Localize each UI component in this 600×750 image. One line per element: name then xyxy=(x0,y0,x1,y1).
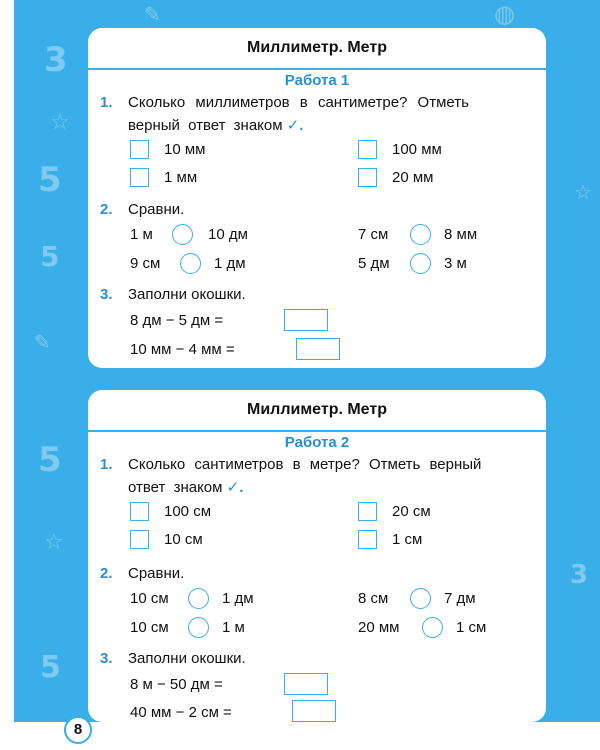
answer-box[interactable] xyxy=(292,700,336,722)
doodle-globe-icon: ◍ xyxy=(494,0,515,28)
compare-circle[interactable] xyxy=(410,253,431,274)
compare-right: 8 мм xyxy=(444,226,478,243)
task-number: 3. xyxy=(100,650,113,667)
compare-circle[interactable] xyxy=(188,588,209,609)
doodle-pencil-icon: ✎ xyxy=(34,330,51,354)
compare-circle[interactable] xyxy=(180,253,201,274)
answer-option: 10 см xyxy=(164,531,203,548)
compare-circle[interactable] xyxy=(172,224,193,245)
compare-circle[interactable] xyxy=(410,224,431,245)
task-label: Заполни окошки. xyxy=(128,650,246,667)
answer-option: 1 мм xyxy=(164,169,198,186)
answer-checkbox[interactable] xyxy=(358,502,377,521)
task-label: Заполни окошки. xyxy=(128,286,246,303)
doodle-star-icon: ☆ xyxy=(50,110,70,135)
answer-checkbox[interactable] xyxy=(130,140,149,159)
doodle-digit-icon: 5 xyxy=(40,650,61,685)
task-number: 1. xyxy=(100,94,113,111)
compare-left: 20 мм xyxy=(358,619,400,636)
compare-left: 10 см xyxy=(130,590,169,607)
work-title: Работа 2 xyxy=(284,434,350,451)
answer-checkbox[interactable] xyxy=(358,140,377,159)
answer-option: 100 мм xyxy=(392,141,442,158)
answer-box[interactable] xyxy=(296,338,340,360)
compare-right: 10 дм xyxy=(208,226,248,243)
compare-left: 8 см xyxy=(358,590,389,607)
compare-right: 1 м xyxy=(222,619,245,636)
answer-option: 100 см xyxy=(164,503,212,520)
doodle-star-icon: ☆ xyxy=(574,180,592,204)
task-question-text: верный ответ знаком xyxy=(128,117,283,134)
work-card-2 xyxy=(88,390,546,722)
work-card-1 xyxy=(88,28,546,368)
equation: 40 мм − 2 см = xyxy=(130,704,232,721)
doodle-digit-icon: 3 xyxy=(570,560,589,590)
work-title: Работа 1 xyxy=(284,72,350,89)
compare-left: 10 см xyxy=(130,619,169,636)
task-question-line xyxy=(128,94,536,111)
answer-option: 20 см xyxy=(392,503,431,520)
task-question-line xyxy=(128,478,243,496)
equation: 8 дм − 5 дм = xyxy=(130,312,224,329)
compare-circle[interactable] xyxy=(422,617,443,638)
answer-option: 10 мм xyxy=(164,141,206,158)
task-label: Сравни. xyxy=(128,565,185,582)
compare-right: 1 см xyxy=(456,619,487,636)
doodle-pencil-icon: ✎ xyxy=(144,2,161,26)
task-question-text: ответ знаком xyxy=(128,479,223,496)
compare-right: 1 дм xyxy=(214,255,246,272)
task-label: Сравни. xyxy=(128,201,185,218)
task-question-text: Сколько сантиметров в метре? Отметь верный xyxy=(128,456,482,473)
checkmark-icon: ✓. xyxy=(286,117,304,134)
answer-option: 1 см xyxy=(392,531,423,548)
card-header: Миллиметр. Метр xyxy=(88,28,546,70)
answer-box[interactable] xyxy=(284,673,328,695)
doodle-digit-icon: 5 xyxy=(38,440,62,480)
answer-option: 20 мм xyxy=(392,169,434,186)
task-question-line xyxy=(128,116,303,134)
compare-circle[interactable] xyxy=(410,588,431,609)
equation: 10 мм − 4 мм = xyxy=(130,341,235,358)
checkmark-icon: ✓. xyxy=(226,479,244,496)
compare-left: 9 см xyxy=(130,255,161,272)
compare-right: 7 дм xyxy=(444,590,476,607)
compare-right: 1 дм xyxy=(222,590,254,607)
doodle-star-icon: ☆ xyxy=(44,530,64,555)
answer-checkbox[interactable] xyxy=(130,168,149,187)
page-number: 8 xyxy=(64,716,92,744)
task-question-text: Сколько миллиметров в сантиметре? Отметь xyxy=(128,94,469,111)
doodle-digit-icon: 5 xyxy=(40,240,60,273)
answer-checkbox[interactable] xyxy=(130,502,149,521)
task-question-line xyxy=(128,456,481,473)
task-number: 2. xyxy=(100,565,113,582)
task-number: 1. xyxy=(100,456,113,473)
answer-box[interactable] xyxy=(284,309,328,331)
card-header: Миллиметр. Метр xyxy=(88,390,546,432)
compare-left: 7 см xyxy=(358,226,389,243)
doodle-digit-icon: 5 xyxy=(38,160,62,200)
answer-checkbox[interactable] xyxy=(358,530,377,549)
compare-left: 1 м xyxy=(130,226,153,243)
compare-circle[interactable] xyxy=(188,617,209,638)
doodle-digit-icon: 3 xyxy=(44,40,68,80)
compare-right: 3 м xyxy=(444,255,467,272)
answer-checkbox[interactable] xyxy=(358,168,377,187)
answer-checkbox[interactable] xyxy=(130,530,149,549)
task-number: 2. xyxy=(100,201,113,218)
compare-left: 5 дм xyxy=(358,255,390,272)
equation: 8 м − 50 дм = xyxy=(130,676,223,693)
task-number: 3. xyxy=(100,286,113,303)
